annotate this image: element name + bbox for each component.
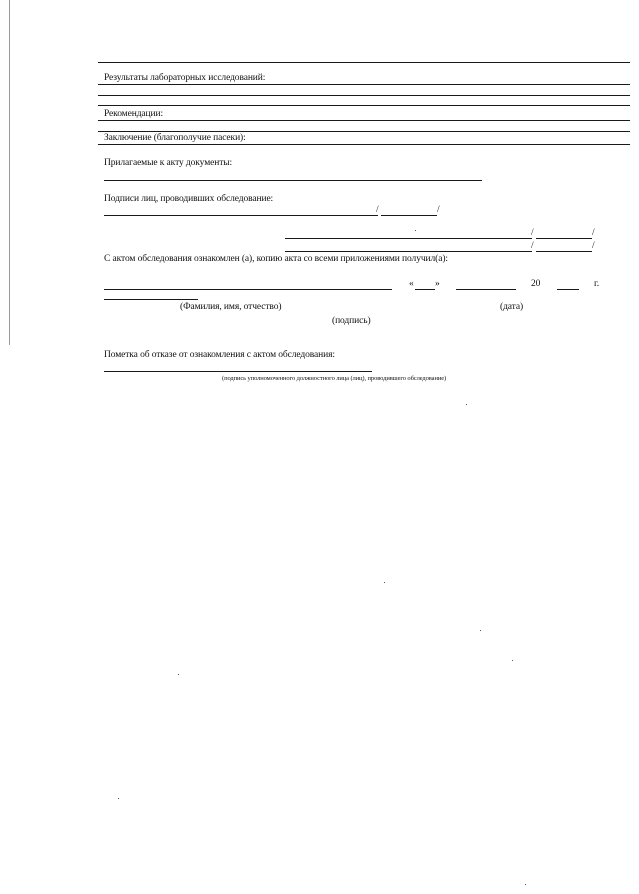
year-line[interactable] [557, 289, 579, 290]
fio-caption: (Фамилия, имя, отчество) [180, 302, 282, 312]
blank-line[interactable] [98, 105, 630, 106]
date-caption: (дата) [500, 302, 524, 312]
acquainted-signature-line[interactable] [104, 299, 198, 300]
blank-line[interactable] [98, 131, 630, 132]
slash: / [592, 228, 595, 238]
acquainted-name-line[interactable] [104, 289, 392, 290]
scan-speck [525, 884, 526, 885]
signer-name-line[interactable] [285, 251, 532, 252]
attached-docs-line[interactable] [104, 180, 482, 181]
slash: / [531, 228, 534, 238]
slash: / [592, 241, 595, 251]
signer-name-line[interactable] [285, 238, 532, 239]
lab-results-label: Результаты лабораторных исследований: [104, 73, 266, 83]
month-line[interactable] [456, 289, 516, 290]
blank-line[interactable] [98, 95, 630, 96]
scan-speck [466, 404, 467, 405]
attached-docs-label: Прилагаемые к акту документы: [104, 158, 233, 168]
refusal-label: Пометка об отказе от ознакомления с актом обследования: [104, 350, 335, 360]
scan-speck [178, 674, 179, 675]
signer-signature-line[interactable] [536, 238, 592, 239]
scan-edge [9, 0, 10, 345]
conclusion-label: Заключение (благополучие пасеки): [104, 133, 246, 143]
scan-speck [415, 230, 416, 231]
scan-speck [480, 630, 481, 631]
acquainted-label: С актом обследования ознакомлен (а), копию акта со всеми приложениями получил(а): [104, 254, 448, 264]
scan-speck [118, 798, 119, 799]
year-prefix: 20 [531, 279, 541, 289]
lab-results-line[interactable] [98, 84, 630, 85]
conclusion-line[interactable] [98, 144, 630, 145]
recommendations-label: Рекомендации: [104, 109, 164, 119]
slash: / [437, 205, 440, 215]
refusal-line[interactable] [104, 371, 372, 372]
signature-caption: (подпись) [332, 316, 371, 326]
slash: / [376, 205, 379, 215]
quote-close: » [435, 279, 440, 289]
scan-speck [384, 582, 385, 583]
signer-signature-line[interactable] [536, 251, 592, 252]
signatures-label: Подписи лиц, проводивших обследование: [104, 194, 274, 204]
quote-open: « [409, 279, 414, 289]
day-line[interactable] [415, 289, 435, 290]
slash: / [531, 241, 534, 251]
signer-name-line[interactable] [104, 215, 378, 216]
refusal-caption: (подпись уполномоченного должностного лица (лиц), проводившего обследование) [222, 375, 447, 382]
signer-signature-line[interactable] [381, 215, 437, 216]
blank-line [98, 62, 630, 63]
year-suffix: г. [594, 279, 599, 289]
scan-speck [512, 660, 513, 661]
recommendations-line[interactable] [98, 120, 630, 121]
